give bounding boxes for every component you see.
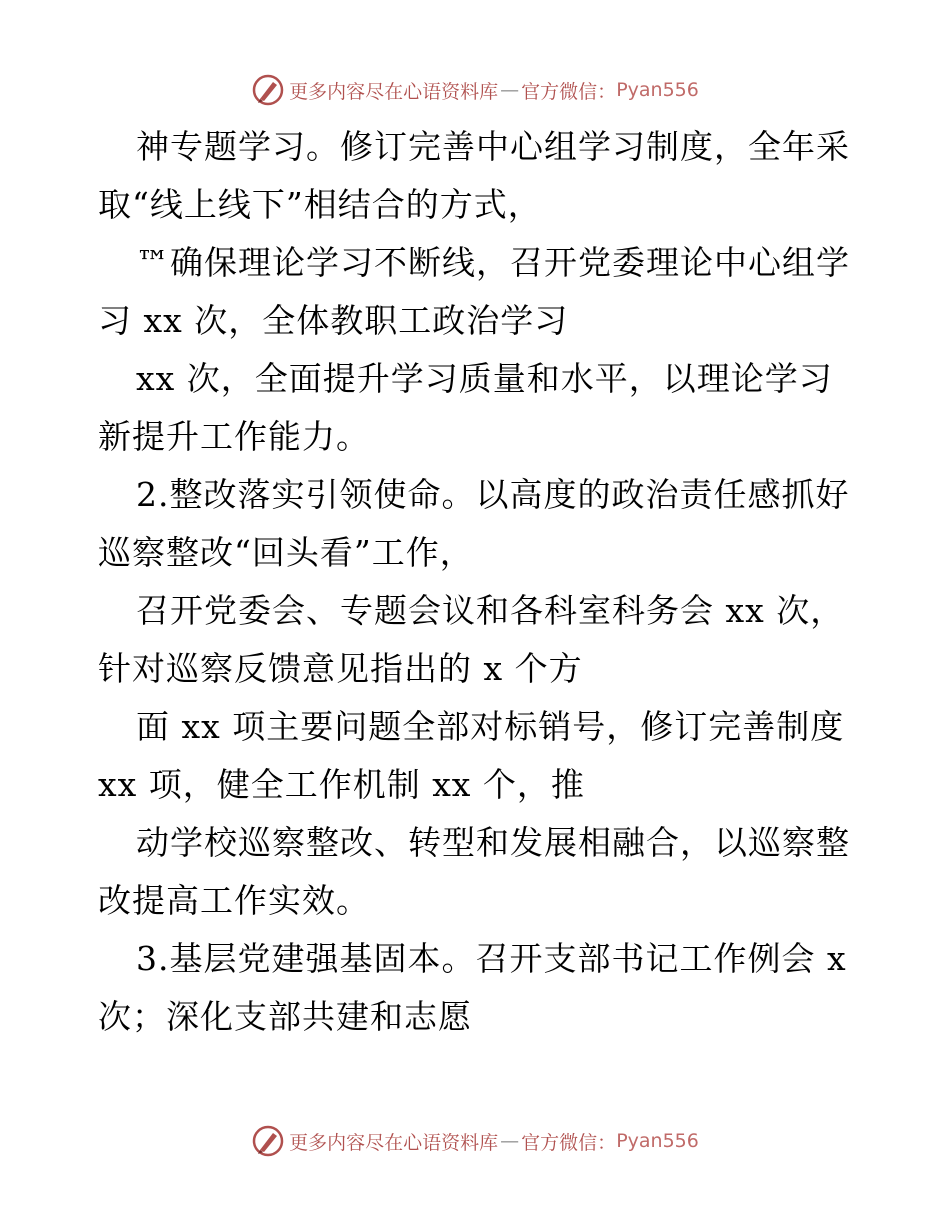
watermark-separator: — (500, 1130, 520, 1152)
text-line: xx 项，健全工作机制 xx 个，推 (98, 765, 585, 804)
watermark-site: 更多内容尽在心语资料库 (289, 80, 499, 103)
text-line: 针对巡察反馈意见指出的 x 个方 (98, 649, 583, 688)
text-line: 取“线上线下”相结合的方式， (98, 185, 542, 224)
text-line: 巡察整改“回头看”工作， (98, 533, 474, 572)
document-body (98, 118, 858, 1046)
text-line: 改提高工作实效。 (98, 881, 370, 920)
text-line: 3.基层党建强基固本。召开支部书记工作例会 x (136, 939, 847, 978)
text-line: 2.整改落实引领使命。以高度的政治责任感抓好 (136, 475, 850, 514)
watermark-label: 官方微信： (521, 80, 617, 103)
watermark-handle: Pyan556 (616, 79, 699, 101)
text-line: 次；深化支部共建和志愿 (98, 997, 472, 1036)
watermark-footer (0, 1121, 950, 1161)
pen-logo-icon (251, 1124, 285, 1158)
pen-logo-icon (251, 73, 285, 107)
text-line: 召开党委会、专题会议和各科室科务会 xx 次， (136, 591, 845, 630)
text-line: ™确保理论学习不断线，召开党委理论中心组学 (136, 243, 850, 282)
watermark-separator: — (500, 79, 520, 101)
watermark-handle: Pyan556 (616, 1130, 699, 1152)
watermark-header (0, 70, 950, 110)
text-line: 习 xx 次，全体教职工政治学习 (98, 301, 569, 340)
watermark-site: 更多内容尽在心语资料库 (289, 1131, 499, 1154)
text-line: 新提升工作能力。 (98, 417, 370, 456)
watermark-label: 官方微信： (521, 1131, 617, 1154)
text-line: 神专题学习。修订完善中心组学习制度，全年采 (136, 127, 850, 166)
text-line: 面 xx 项主要问题全部对标销号，修订完善制度 (136, 707, 845, 746)
text-line: 动学校巡察整改、转型和发展相融合，以巡察整 (136, 823, 850, 862)
text-line: xx 次，全面提升学习质量和水平，以理论学习 (136, 359, 833, 398)
